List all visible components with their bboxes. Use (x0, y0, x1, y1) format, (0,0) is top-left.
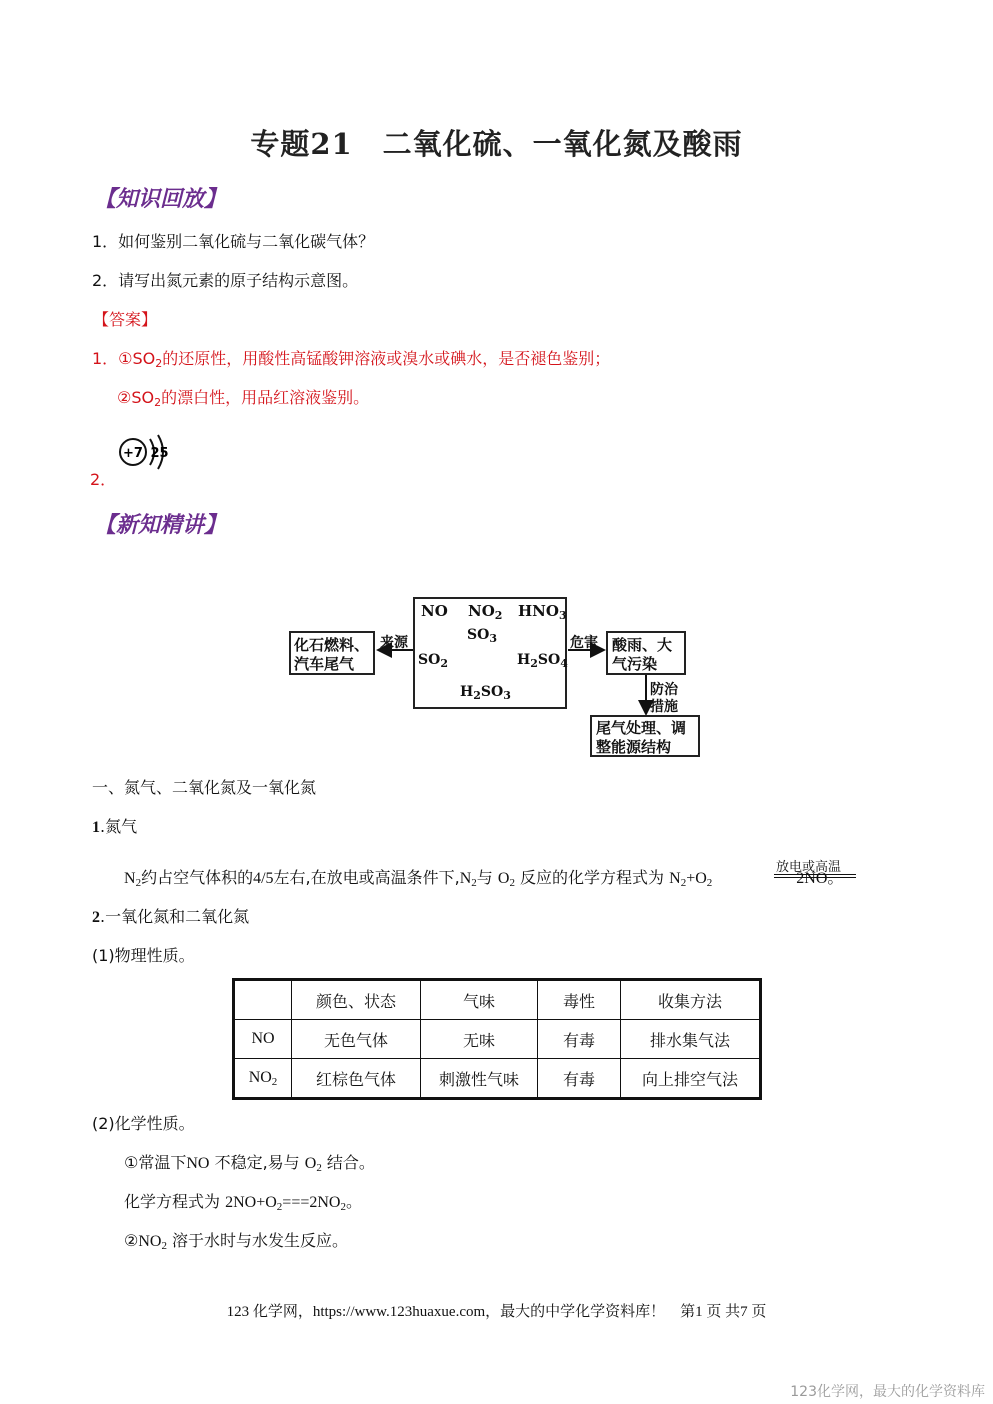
harm-box-line2: 气污染 (612, 655, 658, 673)
eq-left-b-sub: 2 (706, 877, 713, 889)
chem2-b-sub: 2 (276, 1201, 283, 1213)
section-heading-review: 【知识回放】 (94, 187, 227, 212)
center-h2so4-so: SO (537, 652, 561, 668)
chem-prop-1 (124, 1153, 375, 1178)
table-cell: 有毒 (538, 1059, 621, 1099)
measure-box-line2: 整能源结构 (596, 738, 672, 756)
harm-label: 危害 (570, 635, 598, 651)
table-header-row (234, 980, 761, 1020)
answer-label: 【答案】 (93, 310, 158, 329)
table-row (234, 1020, 761, 1059)
center-h2so4-4: 4 (560, 657, 568, 670)
chem1-c: 不稳定,易与 (214, 1153, 300, 1172)
center-h2so3-2: 2 (473, 689, 481, 702)
n2-g-sub: 2 (509, 877, 515, 889)
n2-e-sub: 2 (471, 877, 477, 889)
center-h2so4-h: H (517, 652, 531, 668)
center-so2-sub: 2 (440, 657, 448, 670)
n2-a-sub: 2 (135, 877, 142, 889)
center-h2so3-so: SO (480, 684, 504, 700)
source-box-line2: 汽车尾气 (294, 655, 355, 673)
center-h2so3-h: H (460, 684, 474, 700)
center-h2so4-2: 2 (530, 657, 538, 670)
table-header-cell: 颜色、状态 (292, 980, 421, 1020)
center-no2-sub: 2 (494, 609, 503, 622)
center-hno3-text: HNO (518, 602, 559, 620)
chem3-a: ②NO (124, 1233, 162, 1250)
table-row-name (234, 1059, 292, 1099)
table-header-cell (234, 980, 292, 1020)
center-hno3-sub: 3 (558, 609, 567, 622)
n2-c: 4/5 (253, 870, 274, 887)
center-no2-text: NO (468, 602, 495, 620)
physical-props-label: (1)物理性质。 (92, 946, 195, 965)
watermark: 123化学网，最大的化学资料库 (790, 1384, 985, 1400)
answer-2-number: 2． (90, 470, 117, 489)
row-name-text: NO (251, 1030, 275, 1047)
n2-description (124, 868, 843, 893)
eq-left-a-sub: 2 (680, 877, 687, 889)
question-2: 2．请写出氮元素的原子结构示意图。 (92, 271, 359, 290)
table-cell: 有毒 (538, 1020, 621, 1059)
measure-box-line1: 尾气处理、调 (596, 719, 687, 737)
answer-1b-rest: 的漂白性，用品红溶液鉴别。 (161, 388, 370, 407)
page-title: 专题21 二氧化硫、一氧化氮及酸雨 (250, 127, 743, 161)
source-label: 来源 (380, 635, 408, 651)
harm-box-line1: 酸雨、大 (612, 636, 673, 654)
center-so3-text: SO (467, 627, 490, 643)
answer-1b-sub: 2 (154, 396, 162, 409)
question-1: 1．如何鉴别二氧化硫与二氧化碳气体？ (92, 232, 375, 251)
chem2-c-sub: 2 (340, 1201, 346, 1213)
no-title-num: 2 (92, 909, 100, 926)
row-name-text: NO (248, 1068, 272, 1086)
atom-nucleus: +7 (123, 446, 143, 461)
section-heading-new: 【新知精讲】 (94, 513, 227, 538)
answer-1-rest: 的还原性，用酸性高锰酸钾溶液或溴水或碘水，是否褪色鉴别； (162, 349, 611, 368)
center-so3-sub: 3 (489, 632, 497, 645)
table-cell: 排水集气法 (621, 1020, 761, 1059)
n2-h: 反应的化学方程式为 (520, 868, 665, 887)
answer-1b-prefix: ②SO (117, 388, 155, 407)
n2-title-num: 1 (92, 819, 100, 836)
chem-prop-2 (124, 1231, 348, 1256)
chem1-a: ①常温下 (124, 1153, 187, 1172)
section1-heading: 一、氮气、二氧化氮及一氧化氮 (92, 778, 317, 797)
chem1-d: O (304, 1155, 317, 1172)
n2-title (92, 817, 137, 838)
n2-g: O (497, 870, 510, 887)
table-header-cell: 气味 (421, 980, 538, 1020)
n2-title-text: .氮气 (100, 817, 138, 836)
table-cell: 无味 (421, 1020, 538, 1059)
eq-line-top (774, 874, 856, 875)
table-cell: 刺激性气味 (421, 1059, 538, 1099)
chem1-e: 结合。 (326, 1153, 375, 1172)
n2-f: 与 (476, 868, 493, 887)
center-so2 (418, 652, 448, 670)
table-row-name (234, 1020, 292, 1059)
center-no: NO (421, 602, 448, 620)
eq-left-b: +O (686, 870, 707, 887)
eq-left-a: N (669, 870, 681, 887)
n2-a: N (124, 870, 136, 887)
table-cell: 红棕色气体 (292, 1059, 421, 1099)
atom-shell-2: 5 (159, 446, 169, 461)
table-header-cell: 收集方法 (621, 980, 761, 1020)
chem3-b: 溶于水时与水发生反应。 (172, 1231, 349, 1250)
atom-shell-1: 2 (150, 446, 160, 461)
chem2-a: 化学方程式为 (124, 1192, 221, 1211)
source-box-line1: 化石燃料、 (294, 636, 370, 654)
table-row (234, 1059, 761, 1099)
chem1-d-sub: 2 (316, 1162, 322, 1174)
prevention-label-line2: 措施 (650, 699, 678, 715)
chem-equation (124, 1192, 362, 1217)
table-cell: 无色气体 (292, 1020, 421, 1059)
center-h2so3-3: 3 (503, 689, 511, 702)
no-title-text: .一氧化氮和二氧化氮 (100, 907, 250, 926)
eq-condition: 放电或高温 (776, 860, 842, 875)
answer-1-prefix: 1．①SO (92, 349, 156, 368)
center-so3 (467, 627, 497, 645)
no-title (92, 907, 249, 928)
answer-1-sub: 2 (155, 357, 163, 370)
answer-1b (117, 388, 369, 413)
center-h2so4 (517, 652, 568, 670)
eq-right: 2NO。 (796, 870, 844, 887)
center-so2-text: SO (418, 652, 441, 668)
n2-e: N (459, 870, 472, 887)
page-footer: 123 化学网，https://www.123huaxue.com，最大的中学化学资料库！ 第1 页 共7 页 (226, 1304, 767, 1320)
chem2-b: 2NO+O (225, 1194, 277, 1211)
nitrogen-atom-diagram (114, 430, 176, 472)
chem2-c: ===2NO (282, 1194, 341, 1211)
chem1-b: NO (186, 1155, 210, 1172)
chem2-d: 。 (345, 1192, 362, 1211)
eq-line-bottom (774, 877, 856, 878)
properties-table (232, 978, 762, 1100)
center-no2 (468, 602, 502, 622)
prevention-label-line1: 防治 (650, 682, 678, 698)
n2-d: 左右,在放电或高温条件下, (273, 868, 460, 887)
center-h2so3 (460, 684, 511, 702)
table-header-cell: 毒性 (538, 980, 621, 1020)
n2-b: 约占空气体积的 (141, 868, 254, 887)
chemical-props-label: (2)化学性质。 (92, 1114, 195, 1133)
table-cell: 向上排空气法 (621, 1059, 761, 1099)
center-hno3 (518, 602, 567, 622)
chem3-a-sub: 2 (161, 1240, 167, 1252)
answer-1 (92, 349, 610, 374)
row-name-sub: 2 (271, 1075, 278, 1088)
